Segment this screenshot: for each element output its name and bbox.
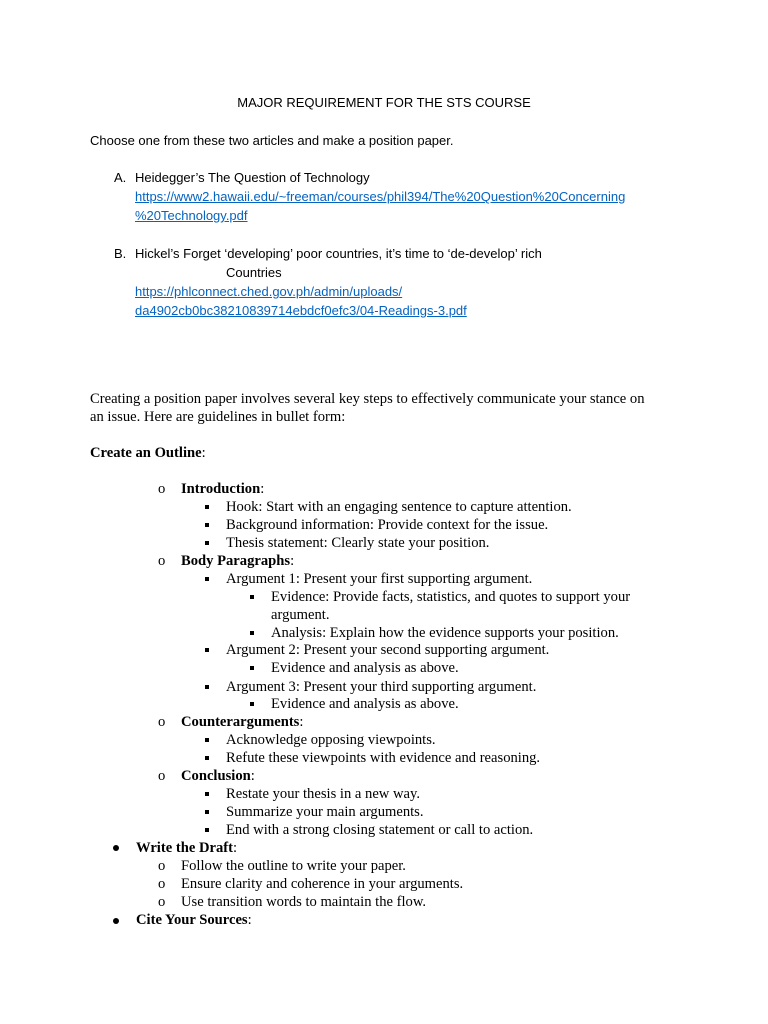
section-heading-counterarguments — [181, 715, 303, 730]
body-item-evidence-1-line-1: Evidence: Provide facts, statistics, and quotes to support your — [271, 589, 631, 605]
section-marker-counterarguments: o — [158, 714, 166, 730]
introduction-item-thesis: Thesis statement: Clearly state your position. — [226, 535, 490, 551]
square-bullet-icon — [205, 828, 209, 832]
conclusion-heading-text: Conclusion — [181, 768, 251, 784]
section-marker-introduction: o — [158, 481, 166, 497]
conclusion-heading-colon: : — [250, 768, 255, 784]
square-bullet-icon — [205, 577, 209, 581]
conclusion-item-restate: Restate your thesis in a new way. — [226, 786, 420, 802]
section-marker-body: o — [158, 553, 166, 569]
body-item-argument-3: Argument 3: Present your third supporting argument. — [226, 679, 537, 695]
body-item-evidence-1-line-2: argument. — [271, 607, 330, 623]
document-title: MAJOR REQUIREMENT FOR THE STS COURSE — [237, 95, 531, 110]
write-draft-item-clarity: Ensure clarity and coherence in your arguments. — [181, 876, 464, 892]
square-bullet-icon — [205, 648, 209, 652]
step-heading-cite-sources — [136, 913, 252, 928]
article-b-link-line-1[interactable]: https://phlconnect.ched.gov.ph/admin/uploads/ — [135, 284, 403, 299]
introduction-heading-text: Introduction — [181, 481, 261, 497]
outline-heading-text: Create an Outline — [90, 445, 202, 461]
write-draft-item-transition: Use transition words to maintain the flow. — [181, 894, 427, 910]
body-item-argument-2: Argument 2: Present your second supporting argument. — [226, 642, 550, 658]
article-b-title-line-2: Countries — [226, 265, 282, 280]
body-item-evidence-3: Evidence and analysis as above. — [271, 696, 459, 712]
outline-heading — [90, 446, 206, 461]
body-heading-text: Body Paragraphs — [181, 553, 291, 569]
body-heading-colon: : — [290, 553, 295, 569]
conclusion-item-closing: End with a strong closing statement or call to action. — [226, 822, 534, 838]
square-bullet-icon — [205, 738, 209, 742]
counterarguments-heading-text: Counterarguments — [181, 714, 300, 730]
square-bullet-icon — [205, 685, 209, 689]
body-item-analysis-1: Analysis: Explain how the evidence supports your position. — [271, 625, 619, 641]
body-item-argument-1: Argument 1: Present your first supporting argument. — [226, 571, 533, 587]
square-bullet-icon — [250, 666, 254, 670]
step-marker-follow: o — [158, 858, 166, 874]
step-heading-write-draft — [136, 841, 237, 856]
square-bullet-icon — [205, 541, 209, 545]
introduction-heading-colon: : — [260, 481, 265, 497]
square-bullet-icon — [205, 810, 209, 814]
square-bullet-icon — [250, 631, 254, 635]
step-marker-clarity: o — [158, 876, 166, 892]
intro-line-1: Creating a position paper involves several key steps to effectively communicate your stance on — [90, 391, 645, 407]
article-b-title-line-1: Hickel’s Forget ‘developing’ poor countries, it’s time to ‘de-develop’ rich — [135, 246, 542, 261]
square-bullet-icon — [205, 523, 209, 527]
section-heading-conclusion — [181, 769, 255, 784]
square-bullet-icon — [250, 595, 254, 599]
instruction-text: Choose one from these two articles and make a position paper. — [90, 133, 454, 148]
article-b-link-line-2[interactable]: da4902cb0bc38210839714ebdcf0efc3/04-Readings-3.pdf — [135, 303, 467, 318]
article-b-marker: B. — [114, 246, 127, 261]
article-a-marker: A. — [114, 170, 127, 185]
square-bullet-icon — [250, 702, 254, 706]
write-draft-item-follow: Follow the outline to write your paper. — [181, 858, 406, 874]
cite-sources-heading-text: Cite Your Sources — [136, 912, 248, 928]
outline-heading-colon: : — [201, 445, 206, 461]
article-a-title: Heidegger’s The Question of Technology — [135, 170, 370, 185]
introduction-item-background: Background information: Provide context for the issue. — [226, 517, 549, 533]
write-draft-heading-colon: : — [232, 840, 238, 856]
article-a-link-line-1[interactable]: https://www2.hawaii.edu/~freeman/courses/phil394/The%20Question%20Concerning — [135, 189, 626, 204]
section-heading-body — [181, 554, 294, 569]
square-bullet-icon — [205, 505, 209, 509]
section-marker-conclusion: o — [158, 768, 166, 784]
write-draft-heading-text: Write the Draft — [136, 840, 233, 856]
introduction-item-hook: Hook: Start with an engaging sentence to capture attention. — [226, 499, 572, 515]
counterarguments-item-refute: Refute these viewpoints with evidence and reasoning. — [226, 750, 541, 766]
step-marker-transition: o — [158, 894, 166, 910]
conclusion-item-summarize: Summarize your main arguments. — [226, 804, 424, 820]
round-bullet-icon — [113, 918, 119, 924]
counterarguments-item-acknowledge: Acknowledge opposing viewpoints. — [226, 732, 436, 748]
square-bullet-icon — [205, 792, 209, 796]
article-a-link-line-2[interactable]: %20Technology.pdf — [135, 208, 248, 223]
section-heading-introduction — [181, 482, 264, 497]
cite-sources-heading-colon: : — [247, 912, 252, 928]
intro-line-2: an issue. Here are guidelines in bullet form: — [90, 409, 346, 425]
counterarguments-heading-colon: : — [299, 714, 304, 730]
square-bullet-icon — [205, 756, 209, 760]
body-item-evidence-2: Evidence and analysis as above. — [271, 660, 459, 676]
round-bullet-icon — [113, 845, 119, 851]
